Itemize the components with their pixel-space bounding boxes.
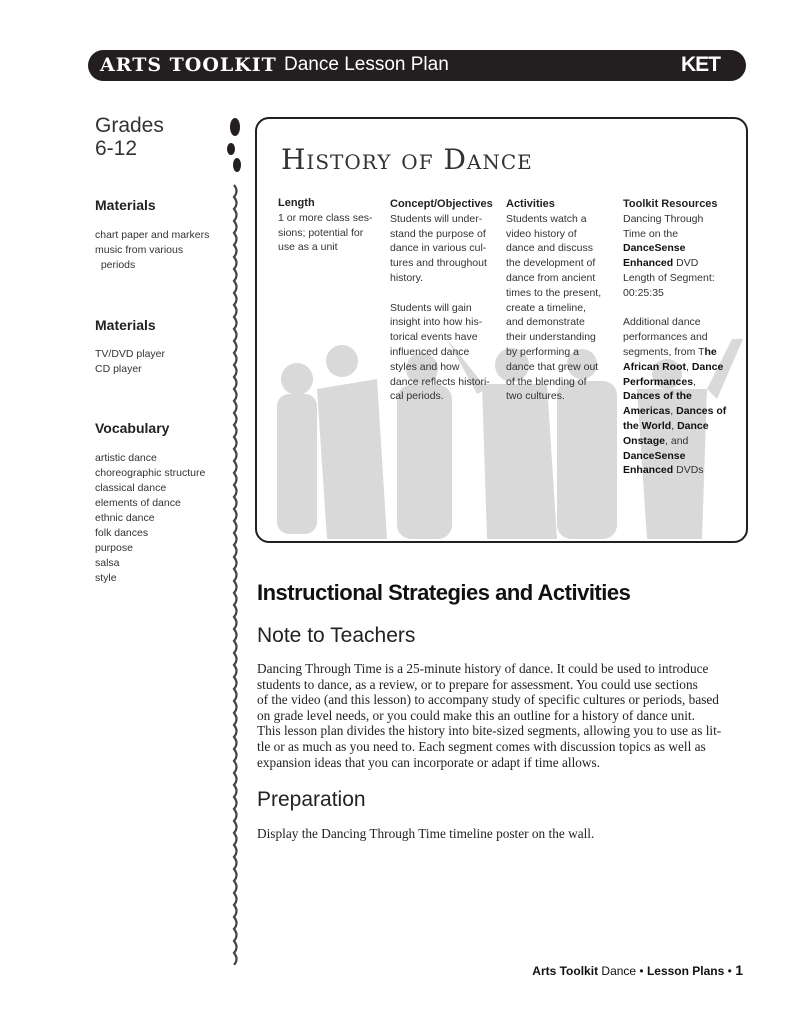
grades [95, 114, 164, 160]
activities-heading: Activities [506, 198, 555, 210]
list-item: classical dance [95, 482, 167, 494]
section-heading: Instructional Strategies and Activities [257, 580, 631, 605]
list-item: style [95, 572, 117, 584]
note-text: Dancing Through Time is a 25-minute history of dance. It could be used to introduce students to dance, as a review, or to prepare for assessment. You could use sections of the video (and this lesson) to accompany study of specific cultures or periods, based on grade level needs, or you could make this an outline for a history of dance unit. This lesson plan divides the history into bite-sized segments, allowing you to use as lit- tle or as much as you need to. Each segment comes with discussion topics as well as expansion ideas that you can incorporate or adapt if time allows. [257, 661, 722, 770]
grades-label: Grades [95, 114, 164, 137]
concept-text: Students will under- stand the purpose of dance in various cul- tures and throughout history. Students will gain insight into how his- torical events have influenced dance styles and how dance reflects histori- cal periods. [390, 212, 490, 403]
resources-text-1: Dancing Through Time on the DanceSense Enhanced DVD Length of Segment: 00:25:35 [623, 212, 715, 299]
equipment-heading: Materials [95, 317, 156, 333]
footprint-icon [230, 118, 240, 136]
length-column [278, 196, 373, 255]
length-heading: Length [278, 197, 315, 209]
length-text: 1 or more class ses- sions; potential for use as a unit [278, 211, 373, 254]
arts-toolkit-logo: ARTS TOOLKIT [100, 54, 277, 76]
footprint-icon [227, 143, 235, 155]
footprint-vine-divider [222, 115, 248, 965]
materials-list [95, 228, 209, 273]
list-item: salsa [95, 557, 120, 569]
list-item: chart paper and markers [95, 229, 210, 241]
grades-value: 6-12 [95, 137, 138, 160]
equipment-list [95, 347, 165, 377]
list-item: choreographic structure [95, 467, 206, 479]
preparation-heading: Preparation [257, 788, 366, 811]
list-item: artistic dance [95, 452, 157, 464]
resources-heading: Toolkit Resources [623, 198, 718, 210]
list-item: ethnic dance [95, 512, 155, 524]
vocabulary-list [95, 451, 205, 586]
list-item: music from various periods [95, 244, 184, 271]
note-heading: Note to Teachers [257, 624, 416, 647]
header-title: Dance Lesson Plan [284, 54, 449, 75]
lesson-title: History of Dance [281, 143, 533, 176]
footprint-icon [233, 158, 241, 172]
resources-column [623, 197, 726, 478]
list-item: purpose [95, 542, 133, 554]
activities-text: Students watch a video history of dance and discuss the development of dance from ancient times to the present, create a timeline, and demonstrate their understanding by performing a dance that grew out of the blending of two cultures. [506, 212, 602, 403]
activities-column [506, 197, 601, 404]
materials-heading: Materials [95, 197, 156, 213]
resources-text-2: Additional dance performances and segments, from The African Root, Dance Performances, Dances of the Americas, Dances of the World, Dance Onstage, and DanceSense Enhanced DVDs [623, 316, 727, 477]
page-footer: Arts Toolkit Dance • Lesson Plans • 1 [532, 962, 743, 978]
header-bar [88, 50, 746, 81]
list-item: elements of dance [95, 497, 181, 509]
concept-column [390, 197, 493, 404]
list-item: CD player [95, 363, 142, 375]
list-item: TV/DVD player [95, 348, 166, 360]
list-item: folk dances [95, 527, 149, 539]
page-number: 1 [735, 962, 743, 978]
concept-heading: Concept/Objectives [390, 198, 493, 210]
lesson-summary-box [255, 117, 748, 543]
ket-logo: KET [681, 53, 720, 76]
preparation-text: Display the Dancing Through Time timeline poster on the wall. [257, 826, 595, 841]
vocabulary-heading: Vocabulary [95, 420, 170, 436]
